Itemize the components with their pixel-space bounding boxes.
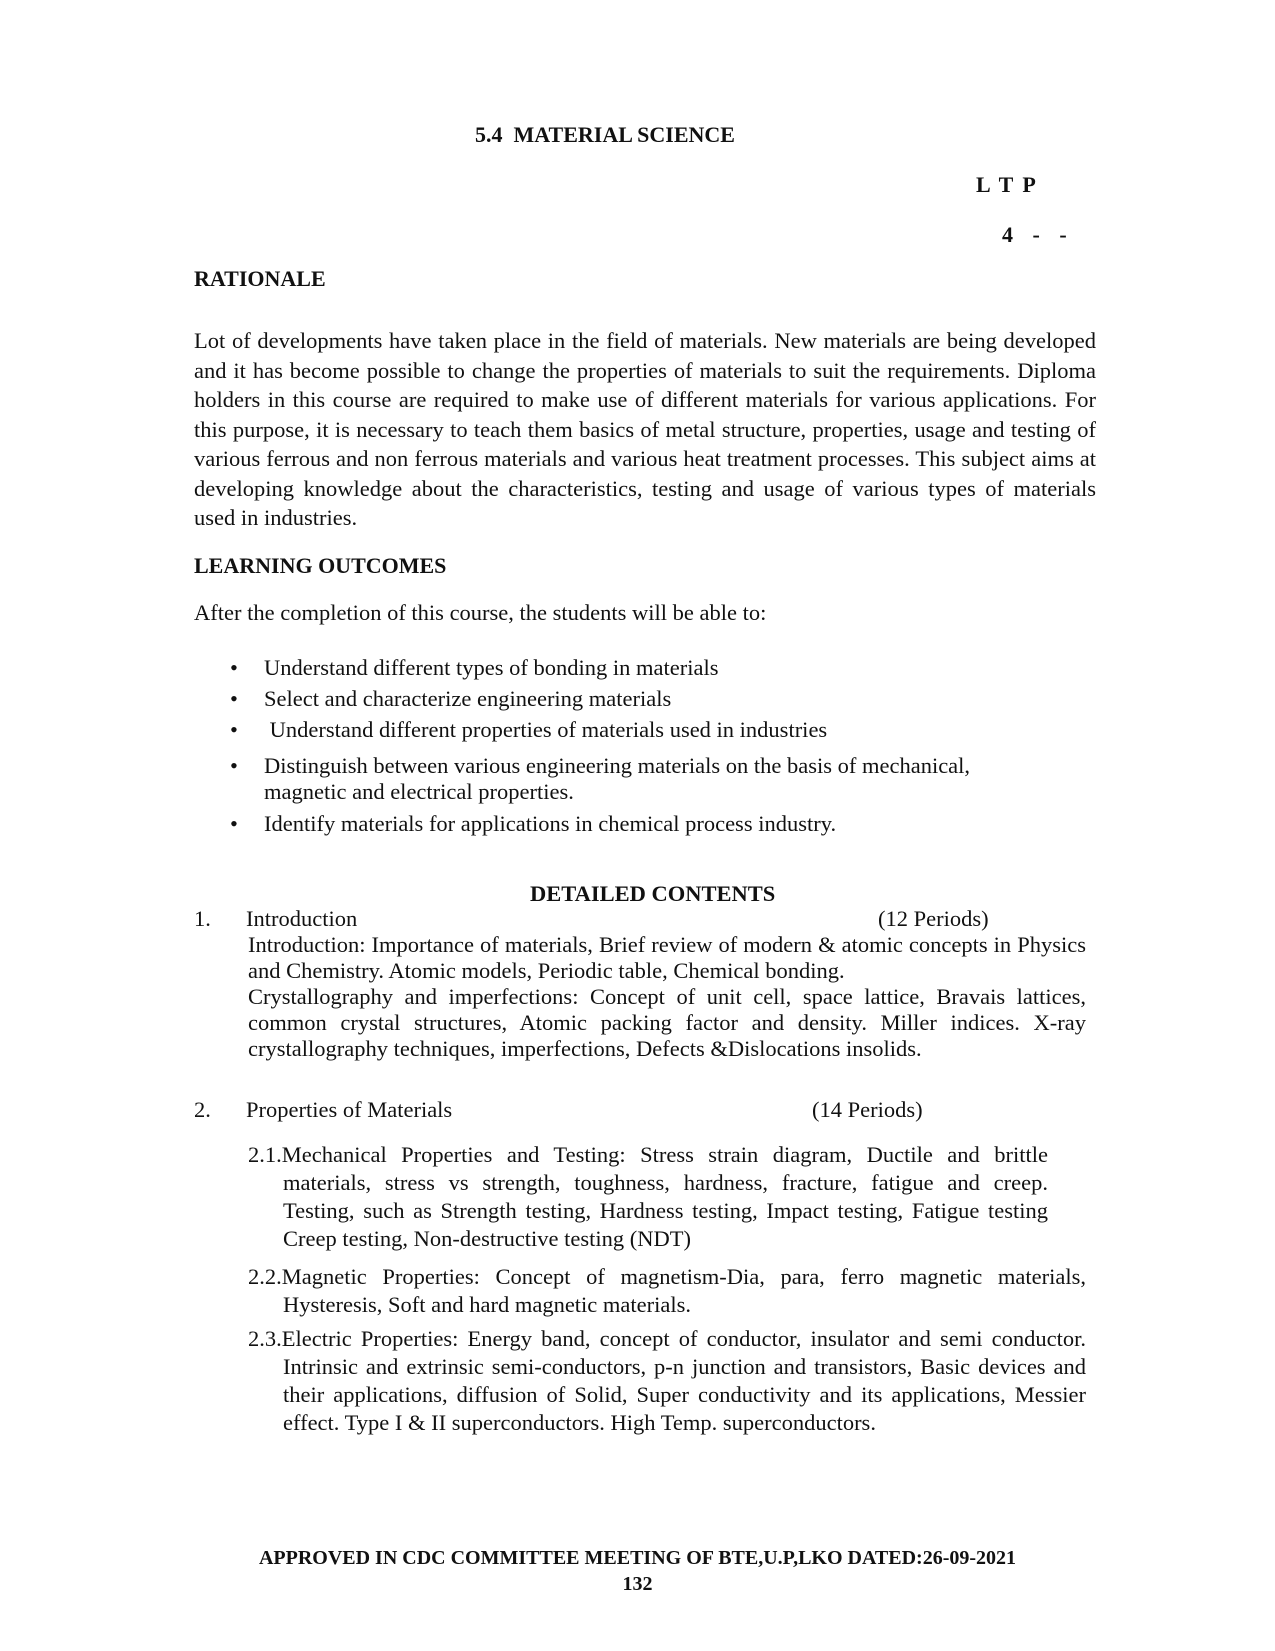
section-1-paragraph: Introduction: Importance of materials, Brief review of modern & atomic concepts in Physics and Chemistry. Atomic models, Periodic table, Chemical bonding. — [248, 932, 1086, 983]
bullet-glyph: • — [230, 655, 238, 680]
rationale-heading: RATIONALE — [194, 266, 326, 291]
learning-outcomes-list — [194, 655, 1094, 837]
section-number: 1. — [194, 906, 211, 931]
bullet-glyph: • — [230, 811, 238, 836]
section-1-paragraph: Crystallography and imperfections: Concept of unit cell, space lattice, Bravais lattices, common crystal structures, Atomic packing factor and density. Miller indices. X-ray crystallography techniques, imperfections, Defects &Dislocations insolids. — [248, 984, 1086, 1061]
rationale-text: Lot of developments have taken place in the field of materials. New materials are being developed and it has become possible to change the properties of materials to suit the requirements. Diploma holders in this course are required to make use of different materials for various applications. For this purpose, it is necessary to teach them basics of metal structure, properties, usage and testing of various ferrous and non ferrous materials and various heat treatment processes. This subject aims at developing knowledge about the characteristics, testing and usage of various types of materials used in industries. — [194, 328, 1096, 530]
list-item: • Distinguish between various engineering materials on the basis of mechanical, magnetic and electrical properties. — [230, 753, 971, 804]
ltp-values: 4 - - — [1002, 222, 1067, 247]
bullet-glyph: • — [230, 686, 238, 711]
section-title: Introduction — [246, 906, 358, 931]
list-item: • Select and characterize engineering materials — [230, 686, 672, 711]
bullet-glyph: • — [230, 753, 238, 778]
list-item: • Identify materials for applications in chemical process industry. — [230, 811, 837, 836]
bullet-glyph: • — [230, 717, 238, 742]
section-title: Properties of Materials — [246, 1097, 453, 1122]
learning-outcomes-intro: After the completion of this course, the students will be able to: — [194, 600, 767, 625]
section-periods: (14 Periods) — [812, 1097, 923, 1122]
page-title: 5.4 MATERIAL SCIENCE — [475, 122, 735, 147]
detailed-contents-heading: DETAILED CONTENTS — [530, 881, 776, 906]
subsection: 2.2.Magnetic Properties: Concept of magnetism-Dia, para, ferro magnetic materials, Hysteresis, Soft and hard magnetic materials. — [248, 1264, 1086, 1317]
list-item: • Understand different types of bonding in materials — [230, 655, 719, 680]
page-number: 132 — [622, 1573, 653, 1595]
list-item: • Understand different properties of materials used in industries — [230, 717, 828, 742]
approval-footer: APPROVED IN CDC COMMITTEE MEETING OF BTE,U.P,LKO DATED:26-09-2021 — [258, 1547, 1017, 1569]
section-number: 2. — [194, 1097, 211, 1122]
section-periods: (12 Periods) — [878, 906, 989, 931]
ltp-label: L T P — [976, 172, 1038, 197]
learning-outcomes-heading: LEARNING OUTCOMES — [194, 553, 447, 578]
subsection: 2.1.Mechanical Properties and Testing: Stress strain diagram, Ductile and brittle materials, stress vs strength, toughness, hardness, fracture, fatigue and creep. Testing, such as Strength testing, Hardness testing, Impact testing, Fatigue testing Creep testing, Non-destructive testing (NDT) — [248, 1142, 1048, 1251]
subsection: 2.3.Electric Properties: Energy band, concept of conductor, insulator and semi conductor. Intrinsic and extrinsic semi-conductors, p-n junction and transistors, Basic devices and their applications, diffusion of Solid, Super conductivity and its applications, Messier effect. Type I & II superconductors. High Temp. superconductors. — [248, 1326, 1086, 1435]
